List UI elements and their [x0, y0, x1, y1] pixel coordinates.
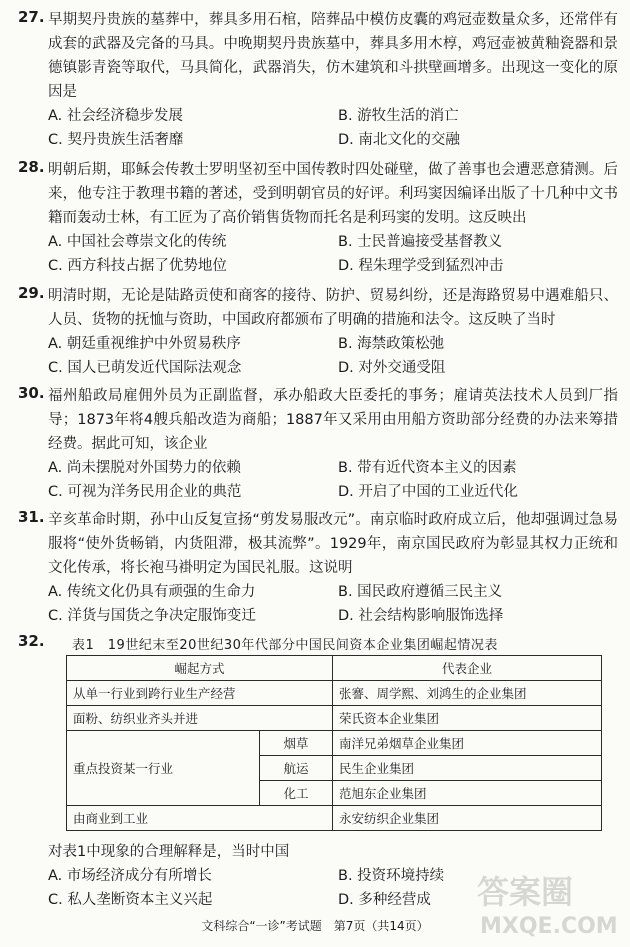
question-27 — [18, 8, 618, 152]
table-cell: 范旭东企业集团 — [333, 781, 602, 806]
question-stem: 明清时期，无论是陆路贡使和商客的接待、防护、贸易纠纷，还是海路贸易中遇难船只、人员、货物的抚恤与资助，中国政府都颁布了明确的措施和法令。这反映了当时 — [48, 288, 618, 328]
question-29 — [18, 284, 618, 380]
table-cell: 面粉、纺织业齐头并进 — [67, 706, 333, 731]
option-c[interactable]: C. 私人垄断资本主义兴起 — [48, 892, 213, 908]
table-row — [67, 731, 602, 756]
option-c[interactable]: C. 契丹贵族生活奢靡 — [48, 132, 184, 148]
option-d[interactable]: D. 程朱理学受到猛烈冲击 — [338, 258, 504, 274]
watermark-logo — [472, 861, 622, 941]
question-stem: 明朝后期，耶稣会传教士罗明坚初至中国传教时四处碰壁，做了善事也会遭恶意猜测。后来，他专注于教理书籍的著述，受到明朝官员的好评。利玛窦因编译出版了十几种中文书籍而轰动士林，有工匠为了高价销售货物而托名是利玛窦的发明。这反映出 — [48, 162, 618, 226]
option-a[interactable]: A. 社会经济稳步发展 — [48, 108, 183, 124]
question-30 — [18, 384, 618, 504]
question-number-32: 32. — [18, 632, 45, 650]
table-cell: 化工 — [260, 781, 333, 806]
option-d[interactable]: D. 南北文化的交融 — [338, 132, 460, 148]
options — [48, 332, 618, 380]
table-cell: 重点投资某一行业 — [67, 731, 260, 806]
page-footer: 文科综合“一诊”考试题 第7页（共14页） — [201, 919, 429, 933]
question-stem: 对表1中现象的合理解释是，当时中国 — [48, 844, 290, 860]
svg-text:MXQE.COM: MXQE.COM — [480, 914, 618, 939]
options — [48, 580, 618, 628]
table-header-cell: 代表企业 — [333, 656, 602, 681]
option-b[interactable]: B. 士民普遍接受基督教义 — [338, 234, 503, 250]
option-d[interactable]: D. 开启了中国的工业近代化 — [338, 484, 518, 500]
question-number: 31. — [18, 508, 45, 526]
table-row — [67, 681, 602, 706]
option-c[interactable]: C. 可视为洋务民用企业的典范 — [48, 484, 242, 500]
options — [48, 104, 618, 152]
question-number: 30. — [18, 384, 45, 402]
table-cell: 由商业到工业 — [67, 806, 333, 831]
option-b[interactable]: B. 游牧生活的消亡 — [338, 108, 459, 124]
table-cell: 永安纺织企业集团 — [333, 806, 602, 831]
options — [48, 456, 618, 504]
table-header-row — [67, 656, 602, 681]
options — [48, 230, 618, 278]
data-table — [66, 655, 602, 831]
table-cell: 从单一行业到跨行业生产经营 — [67, 681, 333, 706]
table-cell: 航运 — [260, 756, 333, 781]
option-a[interactable]: A. 朝廷重视维护中外贸易秩序 — [48, 336, 241, 352]
table-cell: 民生企业集团 — [333, 756, 602, 781]
option-a[interactable]: A. 市场经济成分有所增长 — [48, 868, 212, 884]
table-cell: 张謇、周学熙、刘鸿生的企业集团 — [333, 681, 602, 706]
option-b[interactable]: B. 带有近代资本主义的因素 — [338, 460, 517, 476]
question-number: 27. — [18, 8, 45, 26]
table-cell: 烟草 — [260, 731, 333, 756]
option-b[interactable]: B. 投资环境持续 — [338, 868, 445, 884]
option-c[interactable]: C. 西方科技占据了优势地位 — [48, 258, 227, 274]
question-stem: 早期契丹贵族的墓葬中，葬具多用石棺，陪葬品中模仿皮囊的鸡冠壶数量众多，还常伴有成套的武器及完备的马具。中晚期契丹贵族墓中，葬具多用木椁，鸡冠壶被黄釉瓷器和景德镇影青瓷等取代，马具简化，武器消失，仿木建筑和斗拱壁画增多。出现这一变化的原因是 — [48, 12, 618, 100]
table-cell: 荣氏资本企业集团 — [333, 706, 602, 731]
table-caption: 表1 19世纪末至20世纪30年代部分中国民间资本企业集团崛起情况表 — [72, 638, 498, 653]
option-b[interactable]: B. 国民政府遵循三民主义 — [338, 584, 503, 600]
option-d[interactable]: D. 多种经营成 — [338, 892, 431, 908]
question-number: 29. — [18, 284, 45, 302]
question-number: 28. — [18, 158, 45, 176]
table-row — [67, 706, 602, 731]
question-stem: 辛亥革命时期，孙中山反复宣扬“剪发易服改元”。南京临时政府成立后，他却强调过急易服将“使外货畅销，内货阻滞，极其流弊”。1929年，南京国民政府为彰显其权力正统和文化传承，将长袍马褂明定为国民礼服。这说明 — [48, 512, 618, 576]
option-b[interactable]: B. 海禁政策松弛 — [338, 336, 445, 352]
table-row — [67, 806, 602, 831]
question-28 — [18, 158, 618, 278]
svg-text:答案圈: 答案圈 — [477, 873, 574, 911]
option-a[interactable]: A. 中国社会尊崇文化的传统 — [48, 234, 227, 250]
option-d[interactable]: D. 对外交通受阻 — [338, 360, 446, 376]
option-c[interactable]: C. 国人已萌发近代国际法观念 — [48, 360, 242, 376]
question-31 — [18, 508, 618, 628]
option-d[interactable]: D. 社会结构影响服饰选择 — [338, 608, 504, 624]
table-header-cell: 崛起方式 — [67, 656, 333, 681]
option-a[interactable]: A. 传统文化仍具有顽强的生命力 — [48, 584, 256, 600]
question-stem: 福州船政局雇佣外员为正副监督，承办船政大臣委托的事务；雇请英法技术人员到厂指导；1873年将4艘兵船改造为商船；1887年又采用由用船方资助部分经费的办法来筹措经费。据此可知，该企业 — [48, 388, 618, 452]
option-a[interactable]: A. 尚未摆脱对外国势力的依赖 — [48, 460, 241, 476]
table-cell: 南洋兄弟烟草企业集团 — [333, 731, 602, 756]
option-c[interactable]: C. 洋货与国货之争决定服饰变迁 — [48, 608, 256, 624]
